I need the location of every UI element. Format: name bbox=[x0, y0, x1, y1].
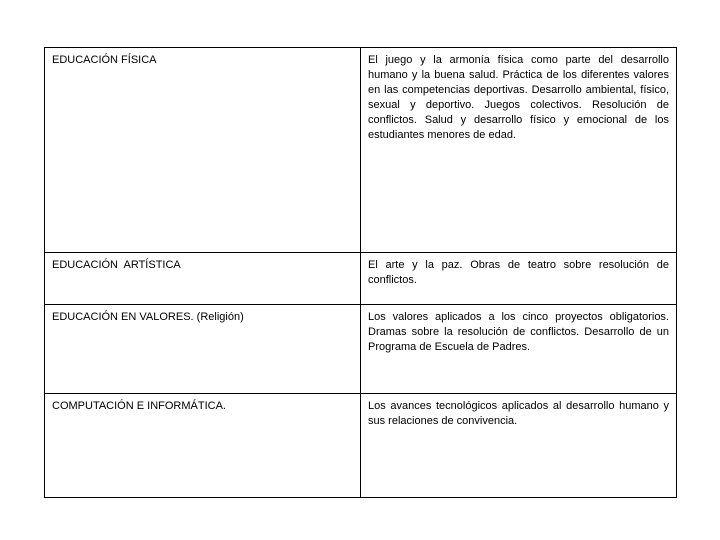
table-row bbox=[45, 394, 677, 498]
description-cell: Los avances tecnológicos aplicados al desarrollo humano y sus relaciones de convivencia. bbox=[361, 394, 677, 498]
subject-cell: EDUCACIÓN ARTÍSTICA bbox=[45, 253, 361, 305]
subjects-table bbox=[44, 47, 677, 498]
table-row bbox=[45, 305, 677, 394]
table-row bbox=[45, 48, 677, 253]
subject-cell: EDUCACIÓN FÍSICA bbox=[45, 48, 361, 253]
table-row bbox=[45, 253, 677, 305]
subject-cell: EDUCACIÓN EN VALORES. (Religión) bbox=[45, 305, 361, 394]
description-cell: Los valores aplicados a los cinco proyectos obligatorios. Dramas sobre la resolución de conflictos. Desarrollo de un Programa de Escuela de Padres. bbox=[361, 305, 677, 394]
description-cell: El juego y la armonía física como parte del desarrollo humano y la buena salud. Práctica de los diferentes valores en las competencias deportivas. Desarrollo ambiental, físico, sexual y deportivo. Juegos colectivos. Resolución de conflictos. Salud y desarrollo físico y emocional de los estudiantes menores de edad. bbox=[361, 48, 677, 253]
subject-cell: COMPUTACIÓN E INFORMÁTICA. bbox=[45, 394, 361, 498]
description-cell: El arte y la paz. Obras de teatro sobre resolución de conflictos. bbox=[361, 253, 677, 305]
